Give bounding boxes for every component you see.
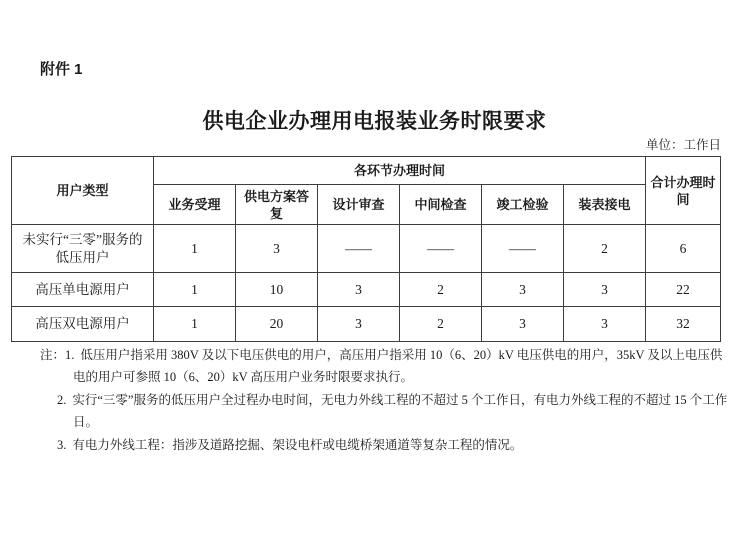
cell-value: 1 [154, 307, 236, 342]
notes-section [40, 344, 732, 456]
note-text: 有电力外线工程：指涉及道路挖掘、架设电杆或电缆桥架通道等复杂工程的情况。 [72, 437, 523, 452]
cell-value: 3 [318, 273, 400, 307]
note-number: 1. [65, 348, 75, 362]
col-header-stage-group: 各环节办理时间 [154, 157, 646, 185]
cell-value: 3 [236, 225, 318, 273]
col-header-stage-completion-check: 竣工检验 [482, 185, 564, 225]
col-header-stage-meter-connection: 装表接电 [564, 185, 646, 225]
col-header-total: 合计办理时间 [646, 157, 721, 225]
time-limit-table [11, 156, 721, 342]
col-header-stage-acceptance: 业务受理 [154, 185, 236, 225]
cell-value: 3 [564, 273, 646, 307]
note-number: 3. [57, 437, 67, 452]
cell-value: —— [318, 225, 400, 273]
cell-value: 1 [154, 225, 236, 273]
row-label: 高压双电源用户 [12, 307, 154, 342]
cell-value: —— [482, 225, 564, 273]
note-item [40, 344, 732, 389]
note-text: 实行“三零”服务的低压用户全过程办电时间，无电力外线工程的不超过 5 个工作日，有电力外线工程的不超过 15 个工作日。 [72, 392, 728, 430]
cell-value: 1 [154, 273, 236, 307]
cell-value: 2 [564, 225, 646, 273]
attachment-label: 附件 1 [40, 61, 83, 78]
note-item [57, 434, 732, 456]
cell-value: 3 [564, 307, 646, 342]
cell-value: 20 [236, 307, 318, 342]
note-marker: 注： [40, 348, 66, 362]
note-item [57, 389, 732, 434]
table-row [12, 307, 721, 342]
row-label: 未实行“三零”服务的低压用户 [12, 225, 154, 273]
table-row [12, 273, 721, 307]
header-row-group [12, 157, 721, 185]
cell-value: 3 [318, 307, 400, 342]
col-header-user-type: 用户类型 [12, 157, 154, 225]
cell-value: 3 [482, 273, 564, 307]
cell-total: 6 [646, 225, 721, 273]
note-text: 低压用户指采用 380V 及以下电压供电的用户，高压用户指采用 10（6、20）kV 电压供电的用户，35kV 及以上电压供电的用户可参照 10（6、20）kV 高压用户业务时限要求执行。 [73, 348, 723, 385]
table-row [12, 225, 721, 273]
note-number: 2. [57, 392, 67, 407]
cell-value: 10 [236, 273, 318, 307]
page-title: 供电企业办理用电报装业务时限要求 [202, 110, 547, 133]
col-header-stage-design-review: 设计审查 [318, 185, 400, 225]
cell-value: 3 [482, 307, 564, 342]
col-header-stage-mid-inspection: 中间检查 [400, 185, 482, 225]
cell-total: 22 [646, 273, 721, 307]
col-header-stage-supply-plan: 供电方案答复 [236, 185, 318, 225]
cell-total: 32 [646, 307, 721, 342]
cell-value: 2 [400, 307, 482, 342]
row-label: 高压单电源用户 [12, 273, 154, 307]
cell-value: 2 [400, 273, 482, 307]
unit-label: 单位：工作日 [645, 138, 721, 152]
cell-value: —— [400, 225, 482, 273]
